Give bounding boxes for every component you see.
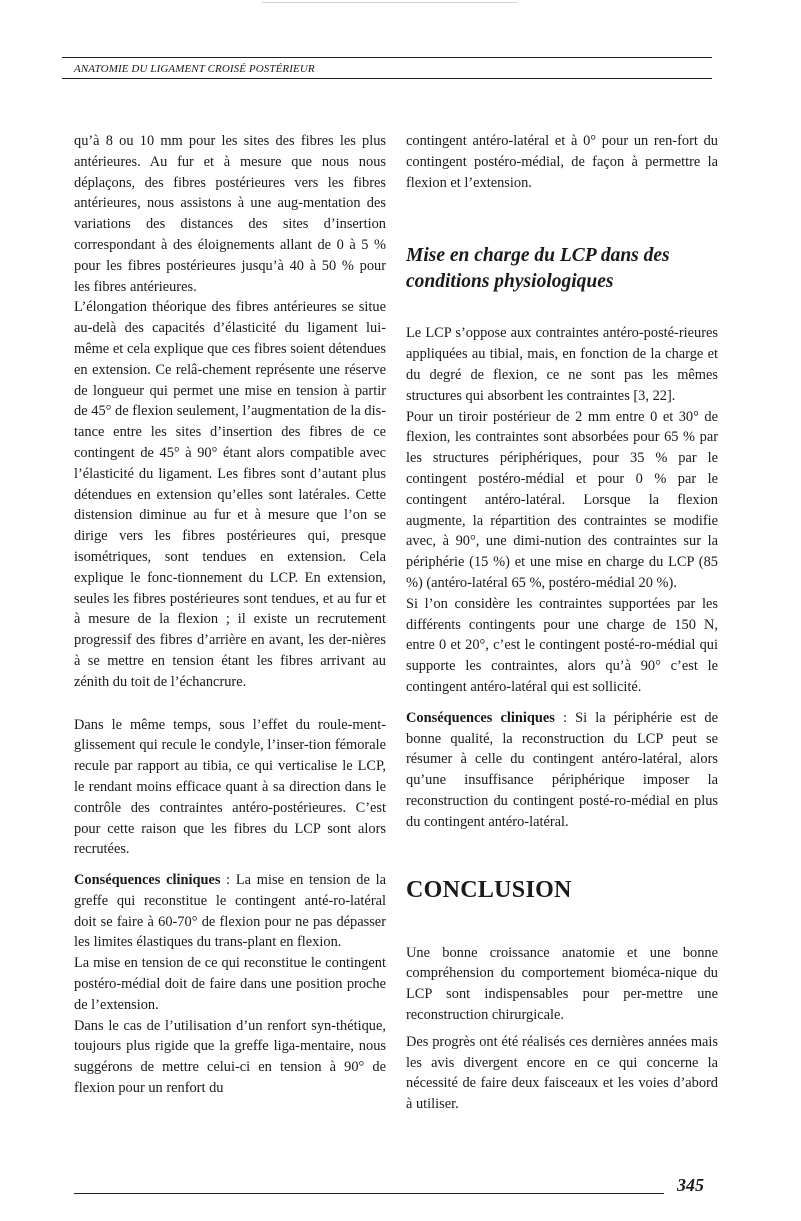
paragraph: qu’à 8 ou 10 mm pour les sites des fibres les plus antérieures. Au fur et à mesure que nous nous déplaçons, des fibres postérieures vers les fibres antérieures, nous assistons à une aug-mentation des variations des distances des sites d’insertion correspondant à des éloignements allant de 0 à 5 % pour les fibres postérieures jusqu’à 40 à 50 % pour les fibres antérieures. bbox=[74, 133, 386, 295]
right-column bbox=[406, 131, 718, 1115]
paragraph bbox=[406, 708, 718, 833]
paragraph: La mise en tension de ce qui reconstitue le contingent postéro-médial doit de faire dans une position proche de l’extension. bbox=[74, 955, 386, 1013]
paragraph: contingent antéro-latéral et à 0° pour un ren-fort du contingent postéro-médial, de façon à permettre la flexion et l’extension. bbox=[406, 133, 718, 191]
paragraph: Une bonne croissance anatomie et une bonne compréhension du comportement biomécа-nique du LCP sont indispensables pour per-mettre une reconstruction chirurgicale. bbox=[406, 944, 718, 1023]
scan-edge-line bbox=[262, 2, 517, 3]
paragraph: Pour un tiroir postérieur de 2 mm entre 0 et 30° de flexion, les contraintes sont absorbées pour 65 % par les structures périphériques, pour 35 % par le contingent postéro-médial et pour 0 % par le contingent antéro-latéral. Lorsque la flexion augmente, la répartition des contraintes se modifie avec, à 90°, une dimi-nution des contraintes sur la périphérie (15 %) et une mise en charge du LCP (85 %) (antéro-latéral 65 %, postéro-médial 20 %). bbox=[406, 408, 718, 591]
paragraph: L’élongation théorique des fibres antérieures se situe au-delà des capacités d’élasticité du ligament lui-même et cela explique que ces fibres soient détendues en extension. Ce relâ-chement représente une réserve de longueur qui permet une mise en tension à partir de 45° de flexion seulement, l’augmentation de la dis-tance entre les sites d’insertion des fibres de ce contingent de 45° à 90° étant alors compatible avec l’élasticité du ligament. Les fibres sont d’autant plus détendues en extension qu’elles sont latérales. Cette distension diminue au fur et à mesure que l’on se dirige vers les fibres postérieures qui, presque isométriques, sont tendues en extension. Cela explique le fonc-tionnement du LCP. En extension, seules les fibres postérieures sont tendues, et au fur et à mesure de la flexion ; il existe un recrutement progressif des fibres d’arrière en avant, les der-nières à se mettre en tension étant les fibres arrivant au zénith du toit de l’échancrure. bbox=[74, 299, 386, 690]
footer-rule bbox=[74, 1193, 664, 1194]
paragraph: Des progrès ont été réalisés ces dernières années mais les avis divergent encore en ce qui concerne la nécessité de faire deux faisceaux et les voies d’abord à utiliser. bbox=[406, 1033, 718, 1113]
conclusion-heading: CONCLUSION bbox=[406, 876, 572, 903]
header-rule-top bbox=[62, 57, 712, 58]
paragraph: Si l’on considère les contraintes supportées par les différents contingents pour une charge de 150 N, entre 0 et 20°, c’est le contingent posté-ro-médial qui supporte les contraintes, alors qu’à 90° c’est le contingent antéro-latéral qui est sollicité. bbox=[406, 595, 718, 695]
clinical-consequences-label: Conséquences cliniques bbox=[406, 709, 555, 726]
paragraph bbox=[74, 870, 386, 953]
left-column bbox=[74, 131, 386, 1099]
paragraph: Dans le même temps, sous l’effet du roule-ment-glissement qui recule le condyle, l’inser-tion fémorale recule par rapport au tibia, ce qui verticalise le LCP, le rendant moins efficace quant à sa direction dans le contrôle des contraintes antéro-postérieures. C’est pour cette raison que les fibres du LCP sont alors recrutées. bbox=[74, 716, 386, 858]
paragraph: Le LCP s’oppose aux contraintes antéro-posté-rieures appliquées au tibial, mais, en fonction de la charge et du degré de flexion, ce ne sont pas les mêmes structures qui absorbent les contraintes [3, 22]. bbox=[406, 325, 718, 404]
header-rule-bottom bbox=[62, 78, 712, 79]
section-heading: Mise en charge du LCP dans des conditions physiologiques bbox=[406, 245, 670, 293]
clinical-consequences-label: Conséquences cliniques bbox=[74, 872, 221, 889]
paragraph-text: : La mise en tension de la greffe qui reconstitue le contingent anté-ro-latéral doit se faire à 60-70° de flexion pour ne pas dépasser les limites élastiques du trans-plant en flexion. bbox=[74, 872, 386, 951]
page-number: 345 bbox=[677, 1175, 704, 1195]
paragraph-text: : Si la périphérie est de bonne qualité, la reconstruction du LCP peut se résumer à celle du contingent antéro-latéral, alors qu’une insuffisance périphérique imposer la reconstruction du contingent posté-ro-médial en plus du contingent antéro-latéral. bbox=[406, 709, 718, 830]
paragraph: Dans le cas de l’utilisation d’un renfort syn-thétique, toujours plus rigide que la greffe liga-mentaire, nous suggérons de mettre celui-ci en tension à 90° de flexion pour un renfort du bbox=[74, 1017, 386, 1097]
running-header: ANATOMIE DU LIGAMENT CROISÉ POSTÉRIEUR bbox=[74, 63, 315, 75]
